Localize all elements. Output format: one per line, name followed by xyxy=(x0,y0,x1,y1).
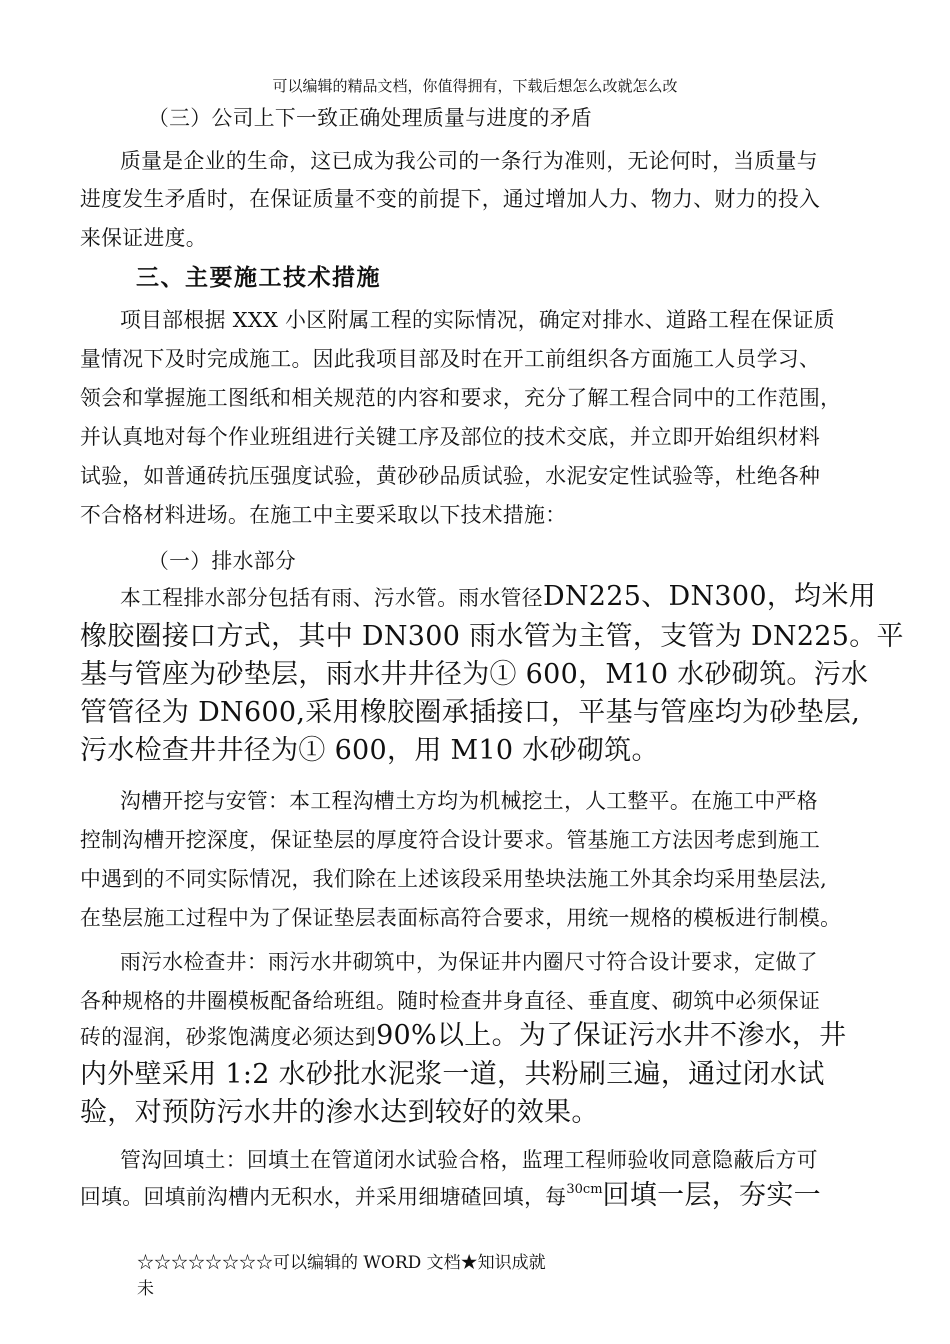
paragraph-line: 进度发生矛盾时，在保证质量不变的前提下，通过增加人力、物力、财力的投入 xyxy=(80,187,821,211)
paragraph-line: 内外壁采用 1:2 水砂批水泥浆一道，共粉刷三遍，通过闭水试 xyxy=(80,1059,825,1090)
paragraph-line: 质量是企业的生命，这已成为我公司的一条行为准则，无论何时，当质量与 xyxy=(120,149,818,173)
paragraph-line: 领会和掌握施工图纸和相关规范的内容和要求，充分了解工程合同中的工作范围， xyxy=(80,386,842,410)
paragraph-line: 不合格材料进场。在施工中主要采取以下技术措施： xyxy=(80,503,567,527)
subsection-title: （三）公司上下一致正确处理质量与进度的矛盾 xyxy=(148,106,593,130)
superscript-unit: 30cm xyxy=(566,1182,603,1197)
paragraph-line: 来保证进度。 xyxy=(80,226,207,250)
paragraph-line: 并认真地对每个作业班组进行关键工序及部位的技术交底，并立即开始组织材料 xyxy=(80,425,821,449)
paragraph-line: 橡胶圈接口方式，其中 DN300 雨水管为主管，支管为 DN225。平 xyxy=(80,621,904,652)
paragraph-line: 管管径为 DN600,采用橡胶圈承插接口，平基与管座均为砂垫层, xyxy=(80,697,861,728)
paragraph-text: 回填一层，夯实一 xyxy=(602,1180,821,1211)
paragraph-line: 试验，如普通砖抗压强度试验，黄砂砂品质试验，水泥安定性试验等，杜绝各种 xyxy=(80,464,821,488)
paragraph-line: 管沟回填土：回填土在管道闭水试验合格，监理工程师验收同意隐蔽后方可 xyxy=(120,1148,818,1172)
paragraph-line: 污水检查井井径为① 600，用 M10 水砂砌筑。 xyxy=(80,735,659,766)
footer-line: ☆☆☆☆☆☆☆☆可以编辑的 WORD 文档★知识成就 xyxy=(137,1253,546,1273)
paragraph-line: 项目部根据 XXX 小区附属工程的实际情况，确定对排水、道路工程在保证质 xyxy=(120,308,835,332)
section-heading: 三、主要施工技术措施 xyxy=(136,265,381,291)
paragraph-line xyxy=(120,579,876,617)
paragraph-line: 沟槽开挖与安管：本工程沟槽土方均为机械挖土，人工整平。在施工中严格 xyxy=(120,789,818,813)
paragraph-line: 验，对预防污水井的渗水达到较好的效果。 xyxy=(80,1097,599,1128)
paragraph-line: 基与管座为砂垫层，雨水井井径为① 600，M10 水砂砌筑。污水 xyxy=(80,659,869,690)
paragraph-line xyxy=(80,1178,821,1216)
paragraph-line: 在垫层施工过程中为了保证垫层表面标高符合要求，用统一规格的模板进行制模。 xyxy=(80,906,842,930)
footer-line: 未 xyxy=(137,1279,154,1299)
header-note: 可以编辑的精品文档，你值得拥有，下载后想怎么改就怎么改 xyxy=(272,77,678,95)
paragraph-line: 控制沟槽开挖深度，保证垫层的厚度符合设计要求。管基施工方法因考虑到施工 xyxy=(80,828,821,852)
paragraph-line: 各种规格的井圈模板配备给班组。随时检查井身直径、垂直度、砌筑中必须保证 xyxy=(80,989,821,1013)
paragraph-text: 砖的湿润，砂浆饱满度必须达到 xyxy=(80,1025,377,1049)
paragraph-text: 本工程排水部分包括有雨、污水管。雨水管径 xyxy=(120,586,543,610)
paragraph-line: 雨污水检查井：雨污水井砌筑中，为保证井内圈尺寸符合设计要求，定做了 xyxy=(120,950,818,974)
subsection-title: （一）排水部分 xyxy=(148,549,297,573)
paragraph-text: 90%以上。为了保证污水井不渗水，井 xyxy=(376,1020,847,1051)
paragraph-text: DN225、DN300，均米用 xyxy=(542,581,877,612)
paragraph-line xyxy=(80,1018,846,1056)
paragraph-text: 回填。回填前沟槽内无积水，并采用细塘碴回填，每 xyxy=(80,1185,567,1209)
paragraph-line: 中遇到的不同实际情况，我们除在上述该段采用垫块法施工外其余均采用垫层法, xyxy=(80,867,828,891)
paragraph-line: 量情况下及时完成施工。因此我项目部及时在开工前组织各方面施工人员学习、 xyxy=(80,347,821,371)
